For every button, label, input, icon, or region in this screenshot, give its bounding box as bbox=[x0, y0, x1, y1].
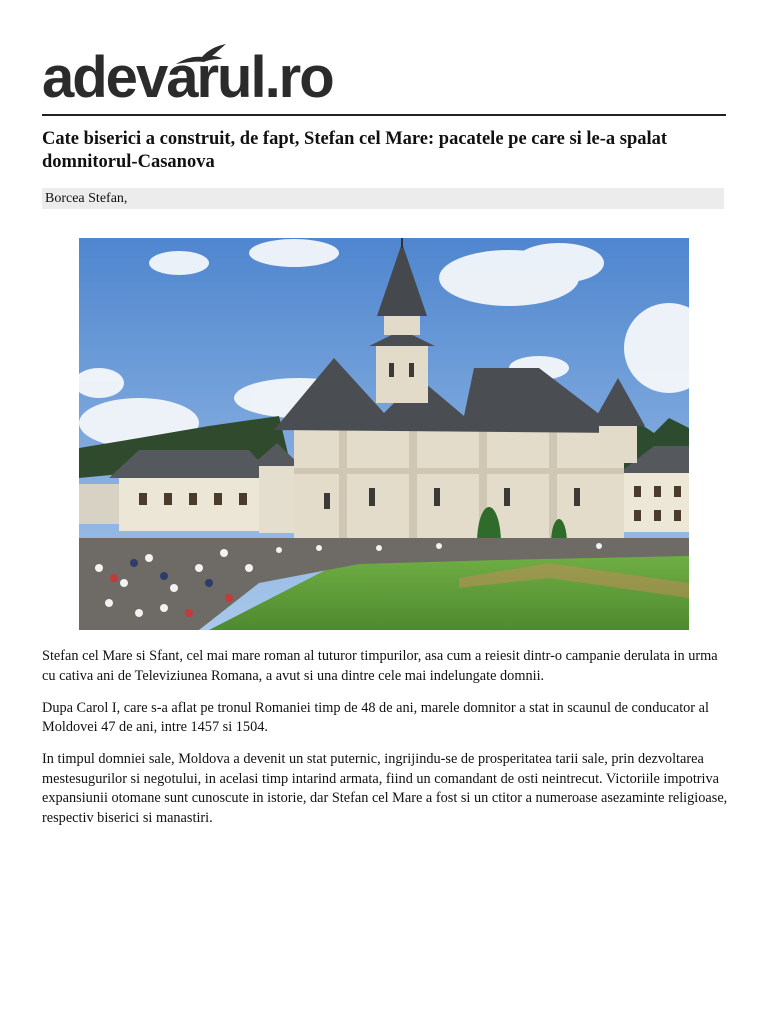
author-name: Borcea Stefan, bbox=[45, 191, 128, 206]
paragraph-3: In timpul domniei sale, Moldova a devenit un stat puternic, ingrijindu-se de prosperitatea tarii sale, prin dezvoltarea mestesugurilor si negotului, in acelasi timp intarind armata, fiind un comandant de osti neintrecut. Victoriile impotriva expansiunii otomane sunt cunoscute in istorie, dar Stefan cel Mare a fost si un ctitor a numeroase asezaminte religioase, respectiv biserici si manastiri. bbox=[42, 751, 728, 826]
header-divider bbox=[42, 114, 726, 116]
site-logo[interactable]: adevarul.ro bbox=[42, 45, 333, 110]
eagle-icon bbox=[174, 42, 228, 68]
author-bar bbox=[42, 188, 724, 209]
paragraph-2: Dupa Carol I, care s-a aflat pe tronul Romaniei timp de 48 de ani, marele domnitor a stat in scaunul de conducator al Moldovei 47 de ani, intre 1457 si 1504. bbox=[42, 699, 709, 735]
site-header bbox=[42, 40, 726, 116]
article-title: Cate biserici a construit, de fapt, Stefan cel Mare: pacatele pe care si le-a spalat domnitorul-Casanova bbox=[42, 129, 668, 172]
monastery-church-photo bbox=[79, 238, 689, 630]
paragraph-1: Stefan cel Mare si Sfant, cel mai mare roman al tuturor timpurilor, asa cum a reiesit dintr-o campanie derulata in urma cu cativa ani de Televiziunea Romana, a avut si una dintre cele mai indelungate domnii. bbox=[42, 648, 718, 684]
article-body bbox=[42, 647, 732, 841]
